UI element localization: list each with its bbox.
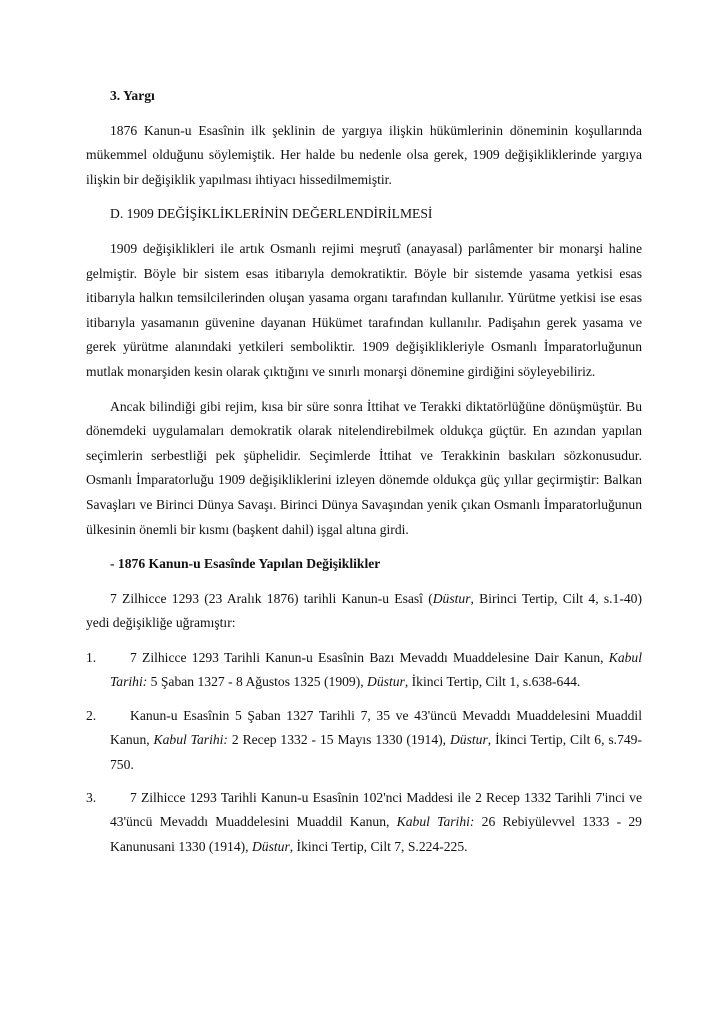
list-item <box>86 704 642 777</box>
list-item <box>86 646 642 695</box>
list-item-text-b: 26 Rebiyülevvel 1333 - 29 Kanunusani 1330 (1914), <box>110 814 642 854</box>
section-3-paragraph: 1876 Kanun-u Esasînin ilk şeklinin de yargıya ilişkin hükümlerinin döneminin koşullarında mükemmel olduğunu söylemiştik. Her halde bu nedenle olsa gerek, 1909 değişikliklerinde yargıya ilişkin bir değişiklik yapılması ihtiyacı hissedilmemiştir. <box>86 122 642 187</box>
list-item-dustur: Düstur <box>449 732 488 748</box>
section-3-heading: 3. Yargı <box>110 88 155 103</box>
changes-intro-text-a: 7 Zilhicce 1293 (23 Aralık 1876) tarihli Kanun-u Esasî ( <box>110 590 433 606</box>
list-item-text <box>110 646 642 695</box>
list-item-dustur: Düstur <box>251 838 290 854</box>
list-item-text-c: , İkinci Tertip, Cilt 7, S.224-225. <box>289 838 468 854</box>
section-d-paragraph-1: 1909 değişiklikleri ile artık Osmanlı rejimi meşrutî (anayasal) parlâmenter bir monarşi haline gelmiştir. Böyle bir sistem esas itibarıyla demokratiktir. Böyle bir sistemde yasama yetkisi esas itibarıyla halkın temsilcilerinden oluşan yasama organı tarafından kullanılır. Yürütme yetkisi ise esas itibarıyla yasamanın güvenine dayanan Hükümet tarafından kullanılır. Padişahın gerek yasama ve gerek yürütme alanındaki yetkileri semboliktir. 1909 değişiklikleriyle Osmanlı İmparatorluğunun mutlak monarşiden kesin olarak çıktığını ve sınırlı monarşi dönemine girdiğini söyleyebiliriz. <box>86 240 642 379</box>
list-item-kabul: Kabul Tarihi: <box>110 649 642 690</box>
list-item-kabul: Kabul Tarihi: <box>396 814 475 830</box>
list-item-text-a: 7 Zilhicce 1293 Tarihli Kanun-u Esasînin 102'nci Maddesi ile 2 Recep 1332 Tarihli 7'inci ve 43'üncü Mevaddı Muaddelesini Muaddil Kanun, <box>110 789 642 830</box>
list-item-number: 2. <box>86 707 97 723</box>
list-item-text <box>110 786 642 859</box>
list-item-text-a: 7 Zilhicce 1293 Tarihli Kanun-u Esasînin Bazı Mevaddı Muaddelesine Dair Kanun, <box>130 649 609 665</box>
list-item <box>86 786 642 859</box>
list-item-text-c: , İkinci Tertip, Cilt 1, s.638-644. <box>404 674 581 690</box>
list-item-text-b: 2 Recep 1332 - 15 Mayıs 1330 (1914), <box>227 732 450 748</box>
section-d-heading: D. 1909 DEĞİŞİKLİKLERİNİN DEĞERLENDİRİLMESİ <box>110 206 433 222</box>
changes-intro-text-b: , Birinci Tertip, Cilt 4, s.1-40) yedi değişikliğe uğramıştır: <box>86 590 642 631</box>
list-item-kabul: Kabul Tarihi: <box>153 732 228 748</box>
changes-intro <box>86 587 642 636</box>
changes-heading: - 1876 Kanun-u Esasînde Yapılan Değişiklikler <box>110 556 381 572</box>
list-item-number: 1. <box>86 649 97 665</box>
changes-intro-dustur: Düstur <box>432 590 471 606</box>
list-item-dustur: Düstur <box>367 674 405 690</box>
list-item-text-c: , İkinci Tertip, Cilt 6, s.749-750. <box>110 732 642 772</box>
list-item-number: 3. <box>86 789 97 805</box>
list-item-text-a: Kanun-u Esasînin 5 Şaban 1327 Tarihli 7, 35 ve 43'üncü Mevaddı Muaddelesini Muaddil Kanun, <box>110 707 642 748</box>
list-item-text-b: 5 Şaban 1327 - 8 Ağustos 1325 (1909), <box>147 674 368 690</box>
document-page <box>86 84 642 868</box>
list-item-text <box>110 704 642 777</box>
section-d-paragraph-2: Ancak bilindiği gibi rejim, kısa bir süre sonra İttihat ve Terakki diktatörlüğüne dönüşmüştür. Bu dönemdeki uygulamaları demokratik olarak nitelendirebilmek oldukça güçtür. En azından yapılan seçimlerin serbestliği pek şüphelidir. Seçimlerde İttihat ve Terakkinin baskıları sözkonusudur. Osmanlı İmparatorluğu 1909 değişikliklerini izleyen dönemde oldukça güç yıllar geçirmiştir: Balkan Savaşları ve Birinci Dünya Savaşı. Birinci Dünya Savaşından yenik çıkan Osmanlı İmparatorluğunun ülkesinin önemli bir kısmı (başkent dahil) işgal altına girdi. <box>86 398 642 537</box>
